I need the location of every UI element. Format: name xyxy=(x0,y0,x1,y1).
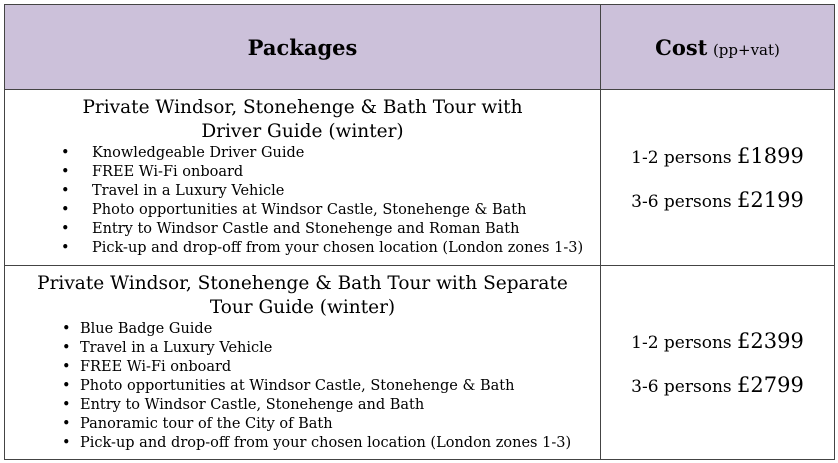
price-group: 1-2 persons xyxy=(631,147,732,168)
feature-item: • Blue Badge Guide xyxy=(5,320,600,339)
price-group: 1-2 persons xyxy=(631,332,732,353)
feature-item: • Pick-up and drop-off from your chosen location (London zones 1-3) xyxy=(5,239,600,258)
package-row-2 xyxy=(5,266,835,460)
cost-header xyxy=(601,5,835,90)
feature-list-1 xyxy=(5,144,600,258)
price-cell-1 xyxy=(601,90,835,266)
price-line xyxy=(601,134,834,178)
price-amount: £2399 xyxy=(737,328,804,353)
package-title-1 xyxy=(5,90,600,144)
feature-item: • FREE Wi-Fi onboard xyxy=(5,358,600,377)
package-cell-2 xyxy=(5,266,601,460)
feature-item: • Pick-up and drop-off from your chosen location (London zones 1-3) xyxy=(5,434,600,453)
packages-header: Packages xyxy=(5,5,601,90)
price-line xyxy=(601,178,834,222)
feature-list-2 xyxy=(5,320,600,453)
cost-label: Cost xyxy=(655,34,708,60)
package-title-2 xyxy=(5,266,600,320)
feature-item: • Entry to Windsor Castle, Stonehenge and Bath xyxy=(5,396,600,415)
feature-item: • Photo opportunities at Windsor Castle, Stonehenge & Bath xyxy=(5,201,600,220)
package-title-1-line-1: Private Windsor, Stonehenge & Bath Tour with xyxy=(82,97,523,118)
package-cell-1 xyxy=(5,90,601,266)
price-line xyxy=(601,363,834,407)
price-group: 3-6 persons xyxy=(631,376,732,397)
price-cell-2 xyxy=(601,266,835,460)
price-amount: £1899 xyxy=(737,143,804,168)
price-group: 3-6 persons xyxy=(631,191,732,212)
feature-item: • Travel in a Luxury Vehicle xyxy=(5,339,600,358)
cost-note: (pp+vat) xyxy=(712,40,780,59)
packages-table xyxy=(4,4,835,460)
feature-item: • Knowledgeable Driver Guide xyxy=(5,144,600,163)
price-line xyxy=(601,319,834,363)
price-amount: £2199 xyxy=(737,187,804,212)
package-row-1 xyxy=(5,90,835,266)
package-title-2-line-1: Private Windsor, Stonehenge & Bath Tour with Separate xyxy=(37,273,568,294)
feature-item: • Travel in a Luxury Vehicle xyxy=(5,182,600,201)
feature-item: • Panoramic tour of the City of Bath xyxy=(5,415,600,434)
price-amount: £2799 xyxy=(737,372,804,397)
feature-item: • Photo opportunities at Windsor Castle, Stonehenge & Bath xyxy=(5,377,600,396)
package-title-2-line-2: Tour Guide (winter) xyxy=(209,297,396,318)
feature-item: • FREE Wi-Fi onboard xyxy=(5,163,600,182)
header-row xyxy=(5,5,835,90)
feature-item: • Entry to Windsor Castle and Stonehenge and Roman Bath xyxy=(5,220,600,239)
package-title-1-line-2: Driver Guide (winter) xyxy=(201,121,404,142)
